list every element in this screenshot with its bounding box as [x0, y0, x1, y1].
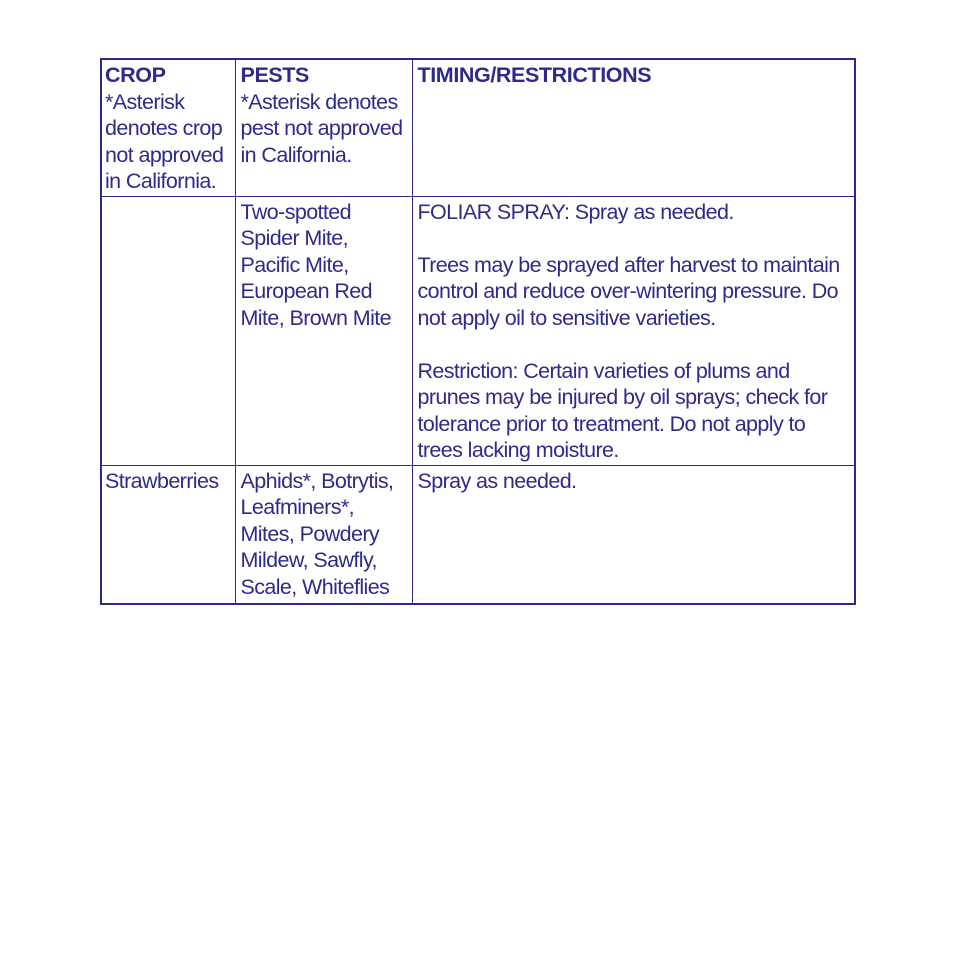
table-header-row — [101, 59, 855, 196]
pests-header-note: *Asterisk denotes pest not approved in California. — [240, 89, 403, 167]
crop-header-title: CROP — [105, 63, 166, 87]
pests-header-title: PESTS — [240, 63, 309, 87]
crop-header-note: *Asterisk denotes crop not approved in California. — [105, 89, 224, 193]
timing-paragraph: Spray as needed. — [417, 468, 577, 493]
pests-cell: Two-spotted Spider Mite, Pacific Mite, European Red Mite, Brown Mite — [235, 196, 412, 465]
pests-header-cell — [235, 59, 412, 196]
crop-cell: Strawberries — [101, 465, 235, 604]
timing-paragraph: FOLIAR SPRAY: Spray as needed. — [417, 199, 734, 224]
table-row — [101, 465, 855, 604]
timing-cell — [412, 465, 855, 604]
timing-paragraph: Restriction: Certain varieties of plums and prunes may be injured by oil sprays; check for tolerance prior to treatment. Do not apply to trees lacking moisture. — [417, 358, 828, 462]
timing-cell — [412, 196, 855, 465]
pesticide-label-table — [100, 58, 856, 605]
timing-paragraph: Trees may be sprayed after harvest to maintain control and reduce over-wintering pressure. Do not apply oil to sensitive varieties. — [417, 252, 840, 330]
timing-header-title: TIMING/RESTRICTIONS — [417, 63, 652, 87]
crop-header-cell — [101, 59, 235, 196]
crop-cell — [101, 196, 235, 465]
pests-cell: Aphids*, Botrytis, Leafminers*, Mites, Powdery Mildew, Sawfly, Scale, Whiteflies — [235, 465, 412, 604]
timing-header-cell — [412, 59, 855, 196]
table-row — [101, 196, 855, 465]
